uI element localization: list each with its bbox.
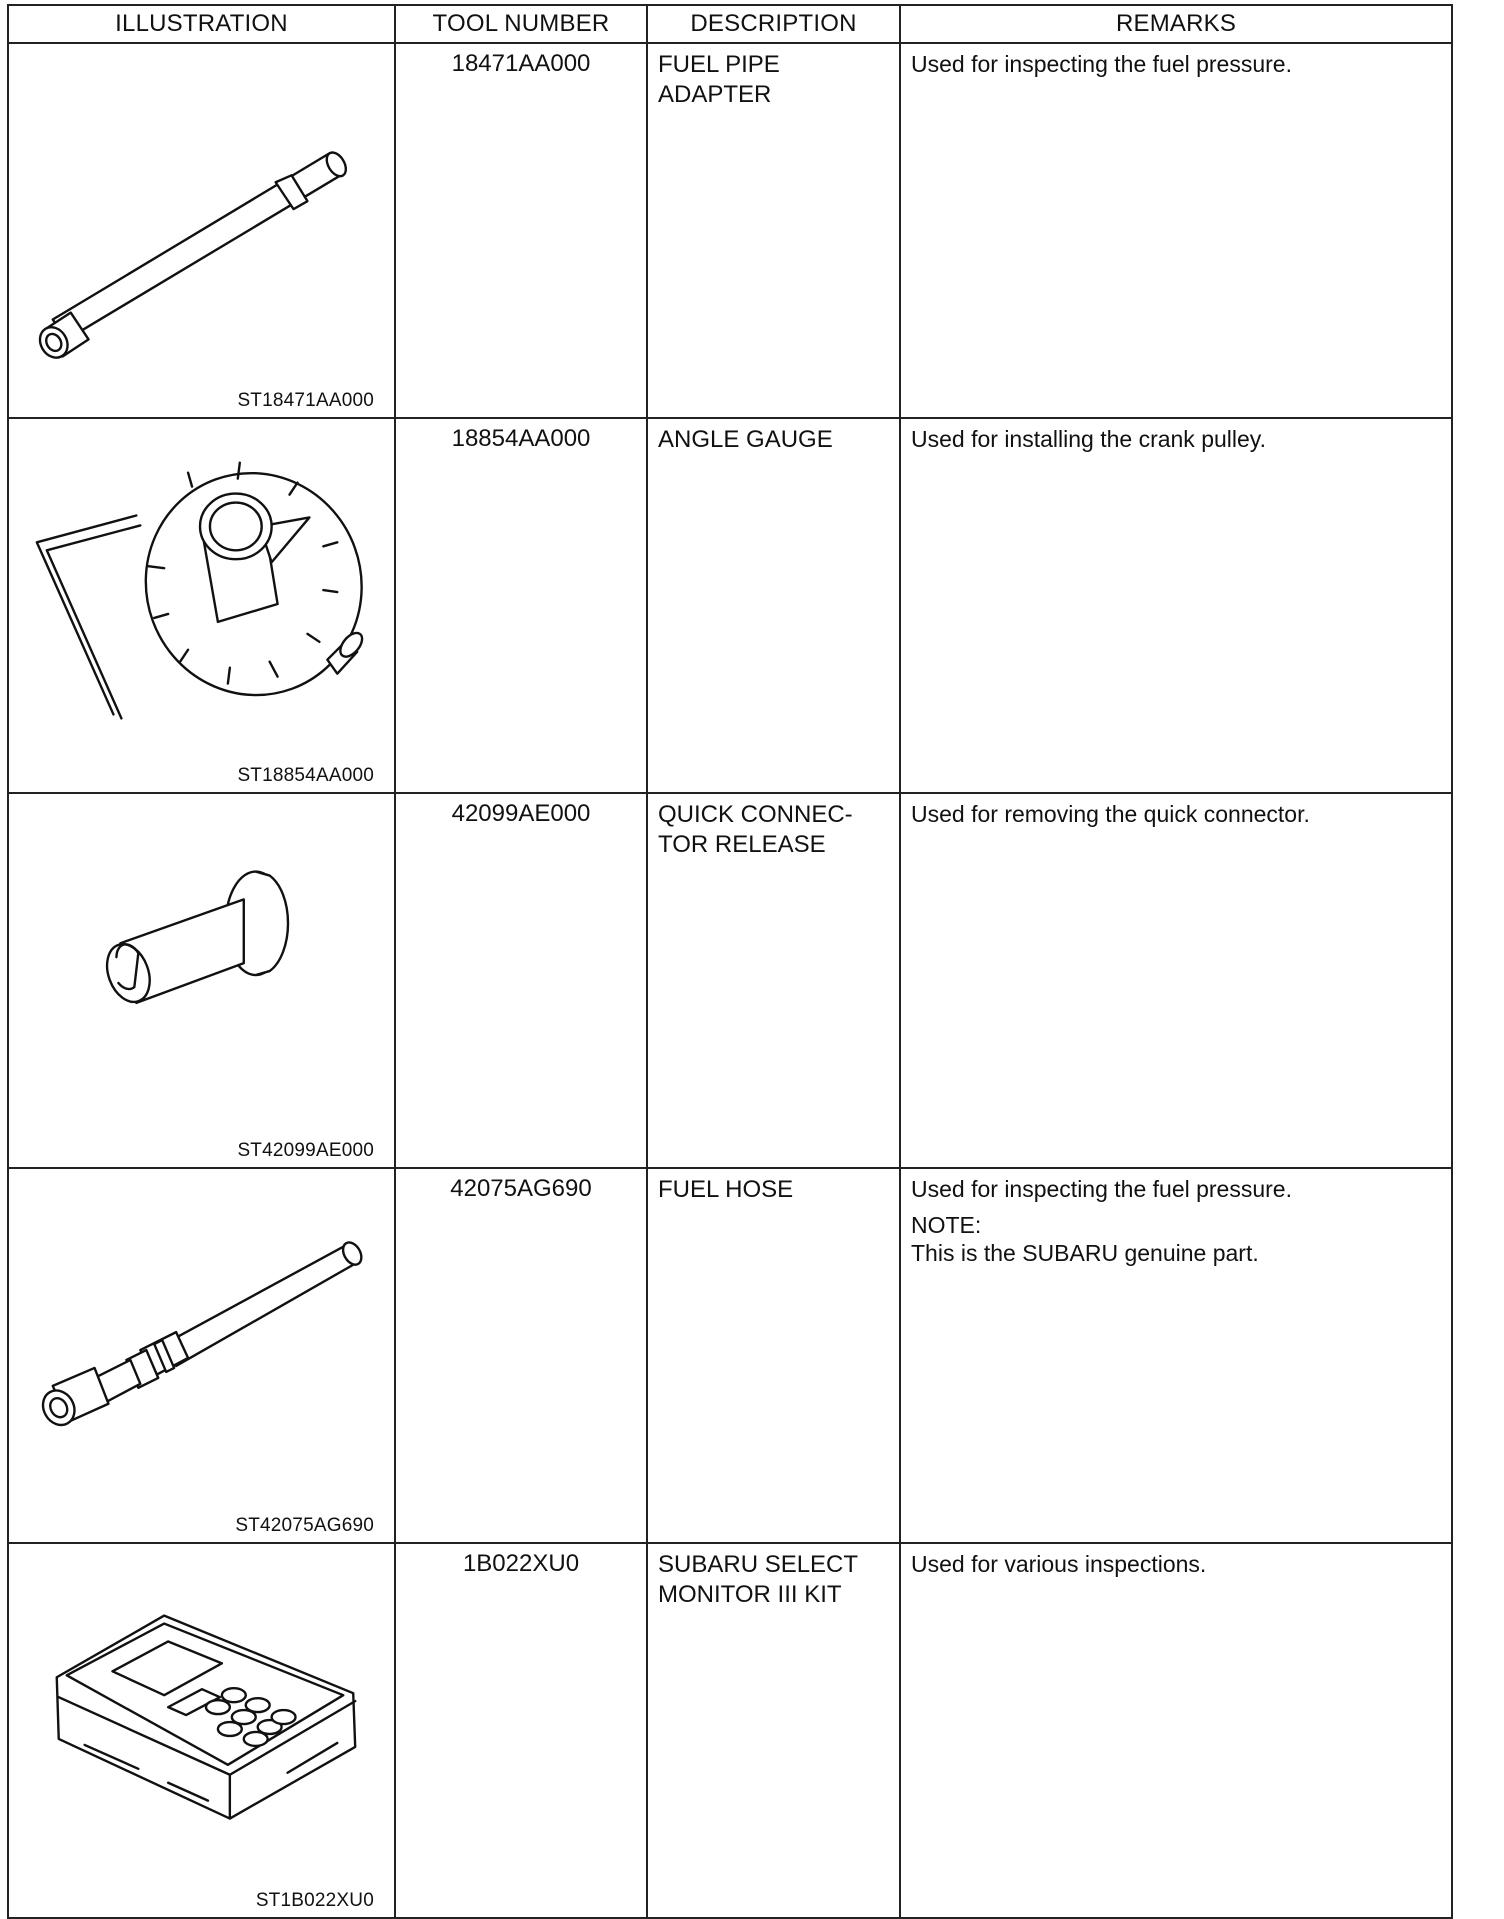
remarks-text: Used for inspecting the fuel pressure.	[911, 51, 1292, 77]
fuel-hose-icon	[9, 1169, 394, 1542]
description-line: SUBARU SELECT	[658, 1551, 859, 1578]
header-tool-number: TOOL NUMBER	[395, 5, 647, 43]
illustration-cell	[8, 1168, 395, 1543]
remarks-text: Used for various inspections.	[911, 1551, 1207, 1577]
quick-connector-release-icon	[9, 794, 394, 1167]
illustration-code: ST18471AA000	[237, 390, 374, 411]
table-row	[8, 43, 1452, 418]
table-row	[8, 793, 1452, 1168]
description	[647, 1168, 900, 1543]
fuel-pipe-adapter-icon	[9, 44, 394, 417]
remarks	[900, 1168, 1452, 1543]
header-illustration: ILLUSTRATION	[8, 5, 395, 43]
description-line: TOR RELEASE	[658, 831, 826, 858]
illustration-code: ST18854AA000	[237, 765, 374, 786]
tool-number: 18471AA000	[395, 43, 647, 418]
tool-number: 42075AG690	[395, 1168, 647, 1543]
illustration-cell	[8, 793, 395, 1168]
description	[647, 418, 900, 793]
note-label: NOTE:	[911, 1212, 982, 1238]
illustration-code: ST42099AE000	[237, 1140, 374, 1161]
illustration-cell	[8, 418, 395, 793]
illustration-code: ST1B022XU0	[255, 1890, 374, 1911]
table-header-row	[8, 5, 1452, 43]
remarks	[900, 793, 1452, 1168]
remarks-text: Used for inspecting the fuel pressure.	[911, 1176, 1292, 1202]
remarks	[900, 418, 1452, 793]
tool-number: 1B022XU0	[395, 1543, 647, 1918]
illustration-cell	[8, 43, 395, 418]
description	[647, 793, 900, 1168]
tool-number: 42099AE000	[395, 793, 647, 1168]
description-line: ANGLE GAUGE	[658, 426, 833, 453]
remarks-text: Used for removing the quick connector.	[911, 801, 1310, 827]
tool-number: 18854AA000	[395, 418, 647, 793]
remarks	[900, 1543, 1452, 1918]
description-line: FUEL HOSE	[658, 1176, 794, 1203]
note-text: This is the SUBARU genuine part.	[911, 1240, 1259, 1266]
header-remarks: REMARKS	[900, 5, 1452, 43]
description-line: FUEL PIPE	[658, 51, 780, 78]
table-row	[8, 418, 1452, 793]
description-line: QUICK CONNEC-	[658, 801, 853, 828]
select-monitor-kit-icon	[9, 1544, 394, 1917]
table-row	[8, 1543, 1452, 1918]
special-tools-table	[7, 4, 1453, 1919]
table-row	[8, 1168, 1452, 1543]
description-line: ADAPTER	[658, 81, 772, 108]
illustration-cell	[8, 1543, 395, 1918]
header-description: DESCRIPTION	[647, 5, 900, 43]
description-line: MONITOR III KIT	[658, 1581, 842, 1608]
remarks	[900, 43, 1452, 418]
description	[647, 1543, 900, 1918]
angle-gauge-icon	[9, 419, 394, 792]
illustration-code: ST42075AG690	[235, 1515, 374, 1536]
remarks-text: Used for installing the crank pulley.	[911, 426, 1266, 452]
description	[647, 43, 900, 418]
